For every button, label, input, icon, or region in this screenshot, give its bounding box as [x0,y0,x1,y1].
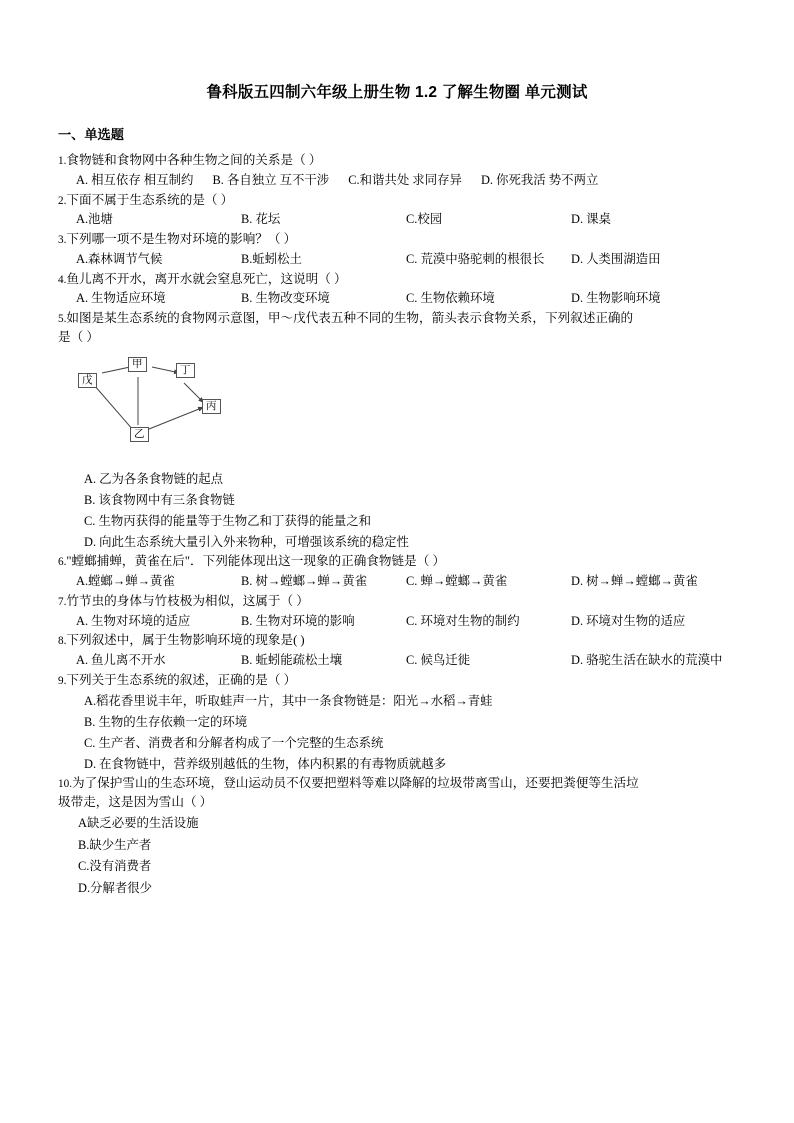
question-text: 鱼儿离不开水，离开水就会窒息死亡，这说明（ ） [66,271,347,286]
question-stem [58,593,736,611]
question-stem [58,553,736,571]
option-a[interactable]: A. 相互依存 相互制约 [76,172,194,187]
option-d[interactable]: D. 生物影响环境 [571,291,661,306]
question-number: 7. [58,595,67,608]
question-stem [58,231,736,249]
question-number: 8. [58,635,67,648]
option-a[interactable]: A. 鱼儿离不开水 [76,653,166,668]
node-yi: 乙 [130,427,149,443]
option-c[interactable]: C. 蝉→螳螂→黄雀 [406,574,508,589]
page-title: 鲁科版五四制六年级上册生物 1.2 了解生物圈 单元测试 [206,84,588,101]
option-d[interactable]: D. 在食物链中，营养级别越低的生物，体内积累的有毒物质就越多 [84,756,447,771]
question-number: 5. [58,313,67,326]
option-b[interactable]: B. 蚯蚓能疏松土壤 [241,653,343,668]
question-text: 下列关于生态系统的叙述，正确的是（ ） [66,672,297,687]
question-text: 竹节虫的身体与竹枝极为相似，这属于（ ） [66,593,309,608]
question-stem [58,775,736,793]
question-text: 为了保护雪山的生态环境，登山运动员不仅要把塑料等难以降解的垃圾带离雪山，还要把粪便等生活垃 [71,776,639,791]
option-c[interactable]: C. 生产者、消费者和分解者构成了一个完整的生态系统 [84,735,384,750]
question-text: 下列叙述中，属于生物影响环境的现象是( ) [66,633,305,648]
question-options [58,813,736,900]
node-ding: 丁 [176,363,195,379]
option-a[interactable]: A. 乙为各条食物链的起点 [84,471,224,486]
option-b[interactable]: B. 生物的生存依赖一定的环境 [84,714,248,729]
option-c[interactable]: C. 生物依赖环境 [406,291,495,306]
question-stem [58,672,736,690]
question-number: 3. [58,234,67,247]
option-a[interactable]: A.螳螂→蝉→黄雀 [76,574,175,589]
section-heading-single-choice: 一、单选题 [58,127,124,142]
node-wu: 戊 [78,373,97,389]
option-b[interactable]: B. 树→螳螂→蝉→黄雀 [241,574,367,589]
option-a[interactable]: A.稻花香里说丰年，听取蛙声一片，其中一条食物链是：阳光→水稻→青蛙 [84,693,493,708]
option-c[interactable]: C. 生物丙获得的能量等于生物乙和丁获得的能量之和 [84,514,372,529]
node-jia: 甲 [128,357,147,373]
option-c[interactable]: C. 候鸟迁徙 [406,653,471,668]
option-a[interactable]: A. 生物适应环境 [76,291,166,306]
question-text: "螳螂捕蝉，黄雀在后"．下列能体现出这一现象的正确食物链是（ ） [66,554,446,569]
question-text: 如图是某生态系统的食物网示意图，甲～戊代表五种不同的生物，箭头表示食物关系，下列叙述正确的 [66,311,634,326]
option-c[interactable]: C. 荒漠中骆驼刺的根很长 [406,251,545,266]
option-c[interactable]: C. 环境对生物的制约 [406,613,520,628]
question-text-continued: 圾带走，这是因为雪山（ ） [58,794,213,809]
option-d[interactable]: D. 人类围湖造田 [571,251,661,266]
option-a[interactable]: A. 生物对环境的适应 [76,613,191,628]
option-c[interactable]: C.校园 [406,212,443,227]
question-stem [58,632,736,650]
option-d[interactable]: D. 骆驼生活在缺水的荒漠中 [571,653,723,668]
option-d[interactable]: D. 环境对生物的适应 [571,613,686,628]
food-web-diagram [72,353,292,463]
question-stem [58,192,736,210]
option-c[interactable]: C.和谐共处 求同存异 [348,172,462,187]
question-stem [58,310,736,328]
question-stem [58,152,736,170]
node-bing: 丙 [202,399,221,415]
question-number: 6. [58,556,67,569]
option-a[interactable]: A缺乏必要的生活设施 [78,815,199,830]
option-b[interactable]: B. 该食物网中有三条食物链 [84,492,235,507]
question-options [58,572,736,591]
question-options [58,250,736,269]
question-options [58,289,736,308]
option-b[interactable]: B. 生物对环境的影响 [241,613,355,628]
option-b[interactable]: B. 各自独立 互不干涉 [212,172,330,187]
option-d[interactable]: D. 课桌 [571,212,611,227]
option-b[interactable]: B.蚯蚓松土 [241,251,302,266]
option-d[interactable]: D.分解者很少 [78,880,152,895]
question-options [58,469,736,552]
question-number: 9. [58,674,67,687]
option-a[interactable]: A.森林调节气候 [76,251,163,266]
question-text-continued: 是（ ） [58,329,99,344]
question-stem [58,271,736,289]
question-number: 4. [58,273,67,286]
question-options [58,651,736,670]
question-number: 10. [58,778,72,791]
option-c[interactable]: C.没有消费者 [78,859,152,874]
question-text: 食物链和食物网中各种生物之间的关系是（ ） [66,153,322,167]
question-options [58,210,736,229]
question-text: 下面不属于生态系统的是（ ） [66,192,234,207]
option-a[interactable]: A.池塘 [76,212,113,227]
option-d[interactable]: D. 树→蝉→螳螂→黄雀 [571,574,698,589]
option-b[interactable]: B. 生物改变环境 [241,291,330,306]
question-text: 下列哪一项不是生物对环境的影响？（ ） [66,232,297,247]
question-number: 1. [58,155,67,167]
question-options [58,691,736,774]
option-d[interactable]: D. 你死我活 势不两立 [480,172,599,187]
question-options [58,612,736,631]
option-d[interactable]: D. 向此生态系统大量引入外来物种，可增强该系统的稳定性 [84,535,409,550]
question-options [58,171,736,190]
option-b[interactable]: B. 花坛 [241,212,281,227]
option-b[interactable]: B.缺少生产者 [78,837,152,852]
question-number: 2. [58,194,67,207]
